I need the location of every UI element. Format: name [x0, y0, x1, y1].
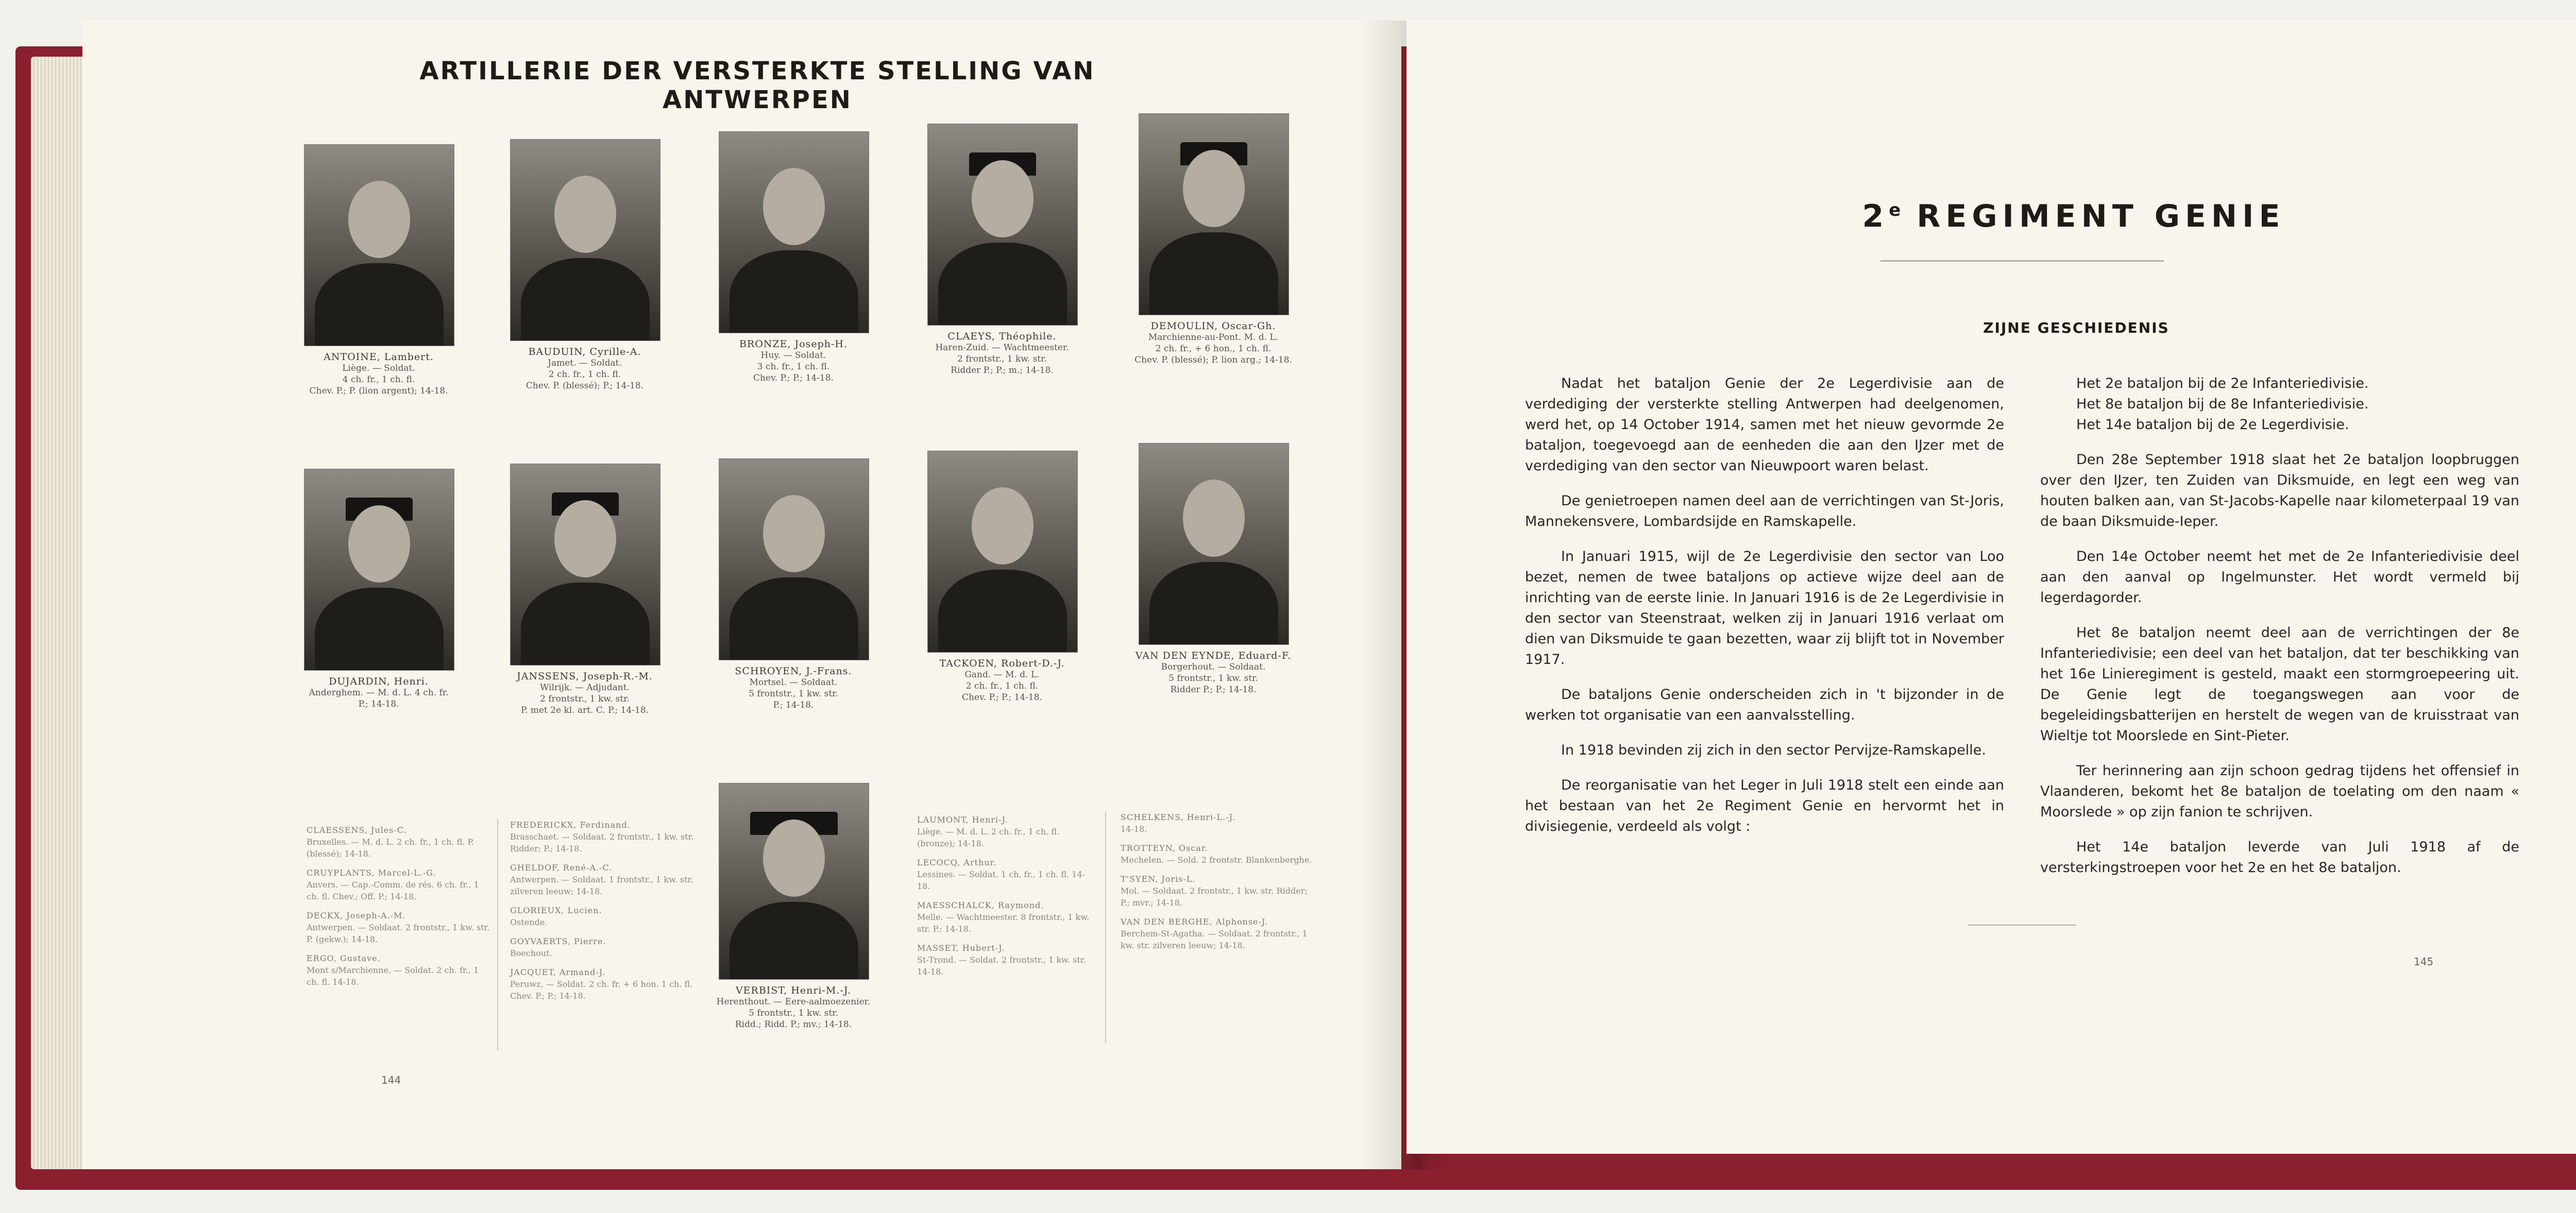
portrait-line: Chev. P.; P.; 14-18. [753, 373, 834, 383]
column-divider [497, 819, 498, 1051]
portrait-line: Jamet. — Soldat. [548, 358, 622, 368]
roster-details: Antwerpen. — Soldaat. 2 frontstr., 1 kw. str. P. (gekw.); 14-18. [307, 922, 490, 944]
roster-details: Boechout. [510, 948, 552, 958]
roster-details: Anvers. — Cap.-Comm. de rés. 6 ch. fr., 1 ch. fl. Chev.; Off. P.; 14-18. [307, 880, 479, 901]
portrait-line: 5 frontstr., 1 kw. str. [749, 1008, 838, 1018]
column-divider [1105, 811, 1106, 1043]
history-paragraph: Den 14e October neemt het met de 2e Infanteriedivisie deel aan den aanval op Ingelmunster. Het wordt vermeld bij legerdagorder. [2040, 549, 2519, 606]
battalion-line: Het 8e bataljon bij de 8e Infanteriedivisie. [2076, 396, 2369, 412]
portrait-name: JANSSENS, Joseph-R.-M. [517, 671, 653, 682]
portrait-line: P.; 14-18. [773, 700, 814, 710]
portrait-name: TACKOEN, Robert-D.-J. [939, 658, 1065, 669]
roster-name: LAUMONT, Henri-J. [917, 815, 1008, 825]
history-column-left [1525, 373, 2004, 851]
portrait-name: BRONZE, Joseph-H. [739, 338, 848, 350]
portrait-photo [927, 124, 1078, 326]
portrait-name: ANTOINE, Lambert. [324, 351, 434, 363]
portrait-photo [719, 783, 869, 980]
portrait-line: Huy. — Soldat. [760, 350, 826, 361]
portrait-photo [510, 464, 660, 665]
title-ordinal: e [1889, 200, 1901, 220]
portrait-photo [927, 451, 1078, 653]
roster-name: GLORIEUX, Lucien. [510, 906, 602, 915]
history-paragraph: In Januari 1915, wijl de 2e Legerdivisie den sector van Loo bezet, nemen de twee bataljons op actieve wijze deel aan de inrichting van de eerste linie. In Januari 1916 is de 2e Legerdivisie in den sector van Steenstraat, welken zij in Januari 1916 verlaat om dien van Diksmuide te gaan bezetten, waar zij blijft tot in November 1917. [1525, 549, 2004, 668]
roster-name: SCHELKENS, Henri-L.-J. [1121, 812, 1235, 822]
portrait-photo [719, 131, 869, 333]
portrait-line: Chev. P. (blessé); P.; 14-18. [526, 381, 644, 391]
roster-details: 14-18. [1121, 824, 1147, 834]
battalion-line: Het 14e bataljon bij de 2e Legerdivisie. [2076, 417, 2349, 433]
portrait-line: Ridder P.; P.; m.; 14-18. [951, 365, 1054, 375]
portrait-line: 2 ch. fr., + 6 hon., 1 ch. fl. [1155, 344, 1272, 354]
history-column-right [2040, 373, 2519, 893]
roster-name: ERGO, Gustave. [307, 953, 381, 963]
battalion-line: Het 2e bataljon bij de 2e Infanteriedivisie. [2076, 375, 2369, 391]
portrait-name: VAN DEN EYNDE, Eduard-F. [1135, 650, 1292, 661]
roster-column-3 [917, 814, 1097, 985]
portrait-name: VERBIST, Henri-M.-J. [735, 985, 852, 996]
portrait-line: 3 ch. fr., 1 ch. fl. [757, 362, 830, 372]
roster-name: GHELDOF, René-A.-C. [510, 863, 613, 873]
title-text: REGIMENT GENIE [1901, 198, 2285, 234]
roster-name: GOYVAERTS, Pierre. [510, 936, 606, 946]
roster-details: Melle. — Wachtmeester. 8 frontstr., 1 kw. str. P.; 14-18. [917, 912, 1090, 934]
roster-details: Berchem-St-Agatha. — Soldaat. 2 frontstr., 1 kw. str. zilveren leeuw; 14-18. [1121, 929, 1308, 950]
portrait-name: CLAEYS, Théophile. [947, 331, 1057, 342]
portrait-line: 5 frontstr., 1 kw. str. [749, 689, 838, 699]
portrait-schroyen [719, 458, 873, 711]
portrait-antoine [304, 144, 459, 397]
roster-name: LECOCQ, Arthur. [917, 858, 997, 867]
history-paragraph: Den 28e September 1918 slaat het 2e bataljon loopbruggen over den IJzer, ten Zuiden van Diksmuide, en legt een weg van houten balken aan, van St-Jacobs-Kapelle naar kilometerpaal 19 van de baan Diksmuide-Ieper. [2040, 452, 2519, 529]
portrait-photo [719, 458, 869, 660]
history-paragraph: Ter herinnering aan zijn schoon gedrag tijdens het offensief in Vlaanderen, bekomt het 8e bataljon de toelating om den naam « Moorslede » op zijn fanion te schrijven. [2040, 763, 2519, 820]
history-paragraph: Het 8e bataljon neemt deel aan de verrichtingen der 8e Infanteriedivisie; een deel van het bataljon, dat ter beschikking van het 16e Linieregiment is gesteld, maakt een stormgroepeering uit. De Genie legt de toegangswegen aan voor de begeleidingsbatterijen en herstelt de wegen van de kruisstraat van Wieltje tot Moorslede en Sint-Pieter. [2040, 625, 2519, 744]
roster-name: CRUYPLANTS, Marcel-L.-G. [307, 868, 436, 878]
roster-details: Mechelen. — Sold. 2 frontstr. Blankenberghe. [1121, 855, 1312, 865]
portrait-photo [304, 144, 454, 346]
left-page-title: ARTILLERIE DER VERSTERKTE STELLING VAN ANTWERPEN [419, 57, 1095, 114]
title-number: 2 [1862, 198, 1889, 234]
roster-column-4 [1121, 811, 1316, 959]
roster-name: DECKX, Joseph-A.-M. [307, 911, 406, 920]
roster-details: Antwerpen. — Soldaat. 1 frontstr., 1 kw. str. zilveren leeuw; 14-18. [510, 875, 693, 896]
portrait-line: 2 frontstr., 1 kw. str. [540, 694, 630, 704]
portrait-line: P.; 14-18. [358, 699, 399, 709]
portrait-dujardin [304, 469, 459, 710]
left-page-number: 144 [381, 1074, 401, 1086]
portrait-line: 4 ch. fr., 1 ch. fl. [342, 374, 415, 385]
portrait-photo [1139, 443, 1289, 645]
roster-name: CLAESSENS, Jules-C. [307, 825, 407, 835]
portrait-claeys [927, 124, 1082, 376]
roster-column-2 [510, 819, 696, 1009]
history-paragraph: De bataljons Genie onderscheiden zich in 't bijzonder in de werken tot organisatie van een aanvalsstelling. [1525, 687, 2004, 723]
portrait-line: Haren-Zuid. — Wachtmeester. [935, 343, 1069, 353]
portrait-line: Chev. P.; P.; 14-18. [962, 692, 1042, 703]
roster-name: JACQUET, Armand-J. [510, 967, 606, 977]
portrait-line: 2 ch. fr., 1 ch. fl. [548, 369, 621, 380]
portrait-tackoen [927, 451, 1082, 703]
portrait-line: Mortsel. — Soldaat. [749, 677, 838, 688]
roster-details: Brasschaet. — Soldaat. 2 frontstr., 1 kw. str. Ridder; P.; 14-18. [510, 832, 694, 853]
portrait-line: Gand. — M. d. L. [964, 670, 1040, 680]
roster-name: MAESSCHALCK, Raymond. [917, 900, 1044, 910]
portrait-bauduin [510, 139, 665, 391]
portrait-photo [304, 469, 454, 671]
portrait-verbist [716, 783, 873, 1030]
portrait-line: Ridd.; Ridd. P.; mv.; 14-18. [735, 1019, 852, 1030]
portrait-janssens [510, 464, 665, 716]
history-paragraph: Nadat het bataljon Genie der 2e Legerdivisie aan de verdediging der versterkte stelling Antwerpen had deelgenomen, werd het, op 14 October 1914, samen met het nieuw gevormde 2e bataljon, toegevoegd aan de eenheden die aan den IJzer met de verdediging van den sector van Nieuwpoort waren belast. [1525, 375, 2004, 474]
roster-details: Mont s/Marchienne. — Soldat. 2 ch. fr., 1 ch. fl. 14-18. [307, 965, 479, 987]
portrait-van-den-eynde [1135, 443, 1293, 695]
roster-column-1 [307, 824, 492, 995]
portrait-name: DUJARDIN, Henri. [329, 676, 429, 687]
portrait-photo [1139, 113, 1289, 315]
portrait-line: Liège. — Soldat. [342, 363, 415, 373]
portrait-line: Ridder P.; P.; 14-18. [1170, 685, 1257, 695]
regiment-title [1752, 198, 2396, 234]
roster-name: T'SYEN, Joris-L. [1121, 874, 1196, 884]
roster-details: Peruwz. — Soldat. 2 ch. fr. + 6 hon. 1 ch. fl. Chev. P.; P.; 14-18. [510, 979, 693, 1001]
end-rule [1968, 925, 2076, 926]
portrait-line: Wilrijk. — Adjudant. [540, 682, 630, 693]
roster-details: Liège. — M. d. L. 2 ch. fr., 1 ch. fl. (bronze); 14-18. [917, 827, 1060, 848]
portrait-line: 2 frontstr., 1 kw. str. [957, 354, 1047, 364]
portrait-name: SCHROYEN, J.-Frans. [735, 665, 852, 677]
history-paragraph: In 1918 bevinden zij zich in den sector Pervijze-Ramskapelle. [1561, 742, 1986, 758]
roster-name: FREDERICKX, Ferdinand. [510, 820, 631, 830]
portrait-line: 2 ch. fr., 1 ch. fl. [965, 681, 1039, 691]
right-page-number: 145 [2414, 955, 2434, 968]
portrait-line: Borgerhout. — Soldaat. [1161, 662, 1266, 672]
roster-name: MASSET, Hubert-J. [917, 943, 1005, 953]
portrait-line: Chev. P.; P. (lion argent); 14-18. [309, 386, 448, 396]
portrait-line: Chev. P. (blessé); P. lion arg.; 14-18. [1134, 355, 1292, 365]
portrait-line: 5 frontstr., 1 kw. str. [1168, 673, 1258, 684]
history-paragraph: De genietroepen namen deel aan de verrichtingen van St-Joris, Mannekensvere, Lombardsijde en Ramskapelle. [1525, 493, 2004, 529]
title-rule [1880, 260, 2164, 262]
portrait-line: Herenthout. — Eere-aalmoezenier. [716, 997, 871, 1007]
portrait-line: Anderghem. — M. d. L. 4 ch. fr. [309, 688, 449, 698]
roster-details: St-Trond. — Soldat. 2 frontstr., 1 kw. str. 14-18. [917, 955, 1086, 977]
roster-details: Mol. — Soldaat. 2 frontstr., 1 kw. str. Ridder; P.; mvr.; 14-18. [1121, 886, 1308, 908]
portrait-bronze [719, 131, 873, 384]
roster-name: TROTTEYN, Oscar. [1121, 843, 1208, 853]
history-paragraph: De reorganisatie van het Leger in Juli 1918 stelt een einde aan het bestaan van het 2e Regiment Genie en hervormt het in divisiegenie, verdeeld als volgt : [1525, 777, 2004, 834]
history-paragraph: Het 14e bataljon leverde van Juli 1918 af de versterkingstroepen voor het 2e en het 8e bataljon. [2040, 839, 2519, 876]
portrait-name: DEMOULIN, Oscar-Gh. [1150, 320, 1276, 332]
portrait-photo [510, 139, 660, 341]
history-subtitle: ZIJNE GESCHIEDENIS [1983, 319, 2170, 336]
roster-details: Lessines. — Soldat. 1 ch. fr., 1 ch. fl. 14-18. [917, 869, 1086, 891]
portrait-name: BAUDUIN, Cyrille-A. [528, 346, 641, 357]
roster-details: Bruxelles. — M. d. L. 2 ch. fr., 1 ch. fl. P. (blessé); 14-18. [307, 837, 474, 859]
portrait-line: Marchienne-au-Pont. M. d. L. [1148, 332, 1279, 343]
portrait-demoulin [1134, 113, 1293, 366]
roster-details: Ostende. [510, 917, 548, 927]
roster-name: VAN DEN BERGHE, Alphonse-J. [1121, 917, 1268, 927]
portrait-line: P. met 2e kl. art. C. P.; 14-18. [520, 705, 649, 715]
